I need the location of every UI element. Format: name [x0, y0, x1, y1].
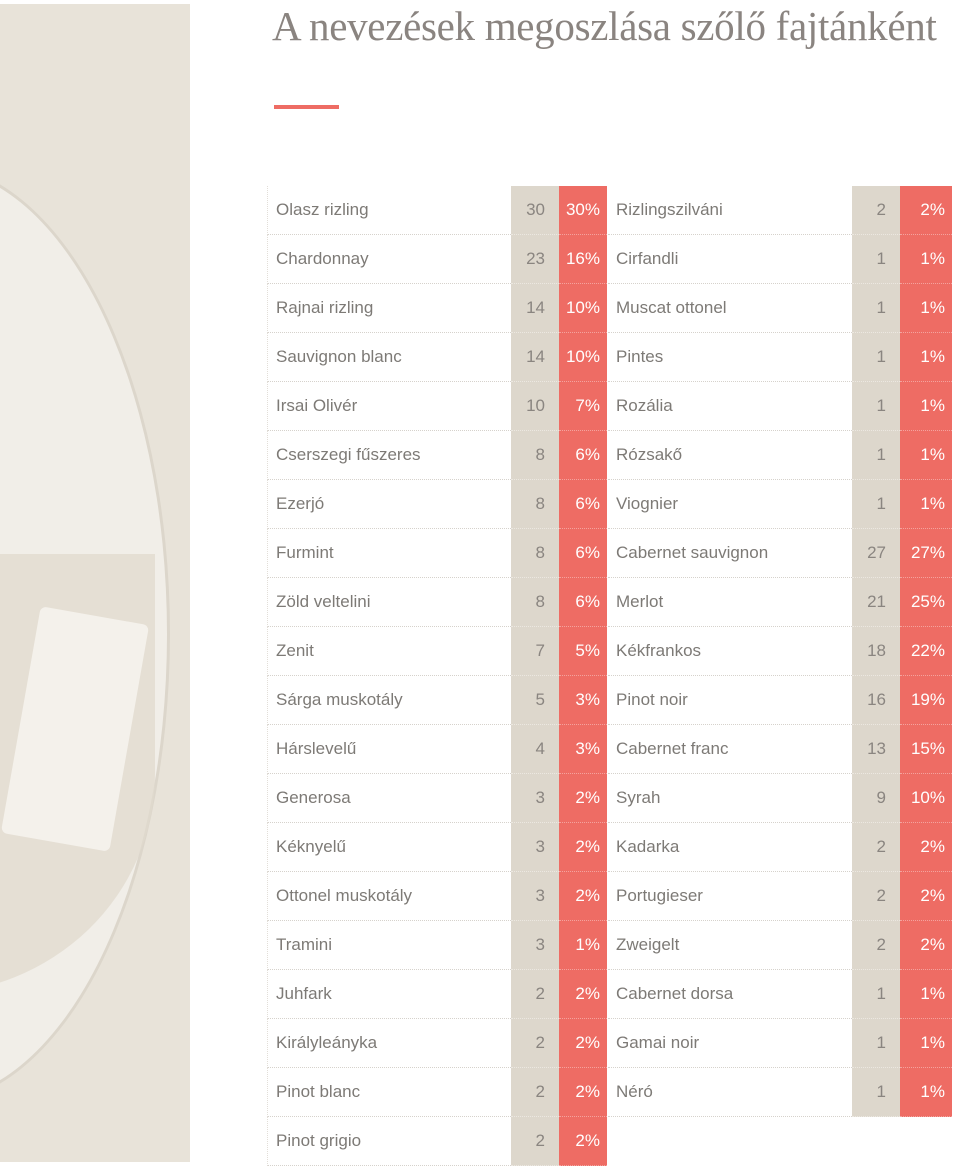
table-row [267, 284, 607, 333]
table-row [267, 480, 607, 529]
variety-name: Kéknyelű [267, 823, 511, 872]
entry-count: 16 [852, 676, 900, 725]
entry-percentage: 27% [900, 529, 952, 578]
entry-count: 1 [852, 1068, 900, 1117]
entry-count: 1 [852, 382, 900, 431]
table-row [267, 1068, 607, 1117]
table-row [267, 529, 607, 578]
entry-count: 21 [852, 578, 900, 627]
variety-name: Cirfandli [608, 235, 852, 284]
table-row [608, 872, 952, 921]
entry-count: 3 [511, 823, 559, 872]
entry-count: 1 [852, 284, 900, 333]
table-row [267, 970, 607, 1019]
entry-count: 1 [852, 333, 900, 382]
entry-count: 2 [852, 872, 900, 921]
variety-name: Pinot grigio [267, 1117, 511, 1166]
variety-name: Syrah [608, 774, 852, 823]
variety-name: Cabernet franc [608, 725, 852, 774]
entry-percentage: 10% [900, 774, 952, 823]
entry-count: 23 [511, 235, 559, 284]
entry-percentage: 2% [900, 921, 952, 970]
table-row [608, 382, 952, 431]
entry-count: 2 [852, 186, 900, 235]
variety-name: Zöld veltelini [267, 578, 511, 627]
table-row [267, 823, 607, 872]
variety-name: Olasz rizling [267, 186, 511, 235]
entry-percentage: 3% [559, 725, 607, 774]
entry-percentage: 2% [559, 1019, 607, 1068]
table-row [267, 333, 607, 382]
variety-name: Generosa [267, 774, 511, 823]
variety-name: Ezerjó [267, 480, 511, 529]
entry-percentage: 2% [559, 1068, 607, 1117]
variety-name: Hárslevelű [267, 725, 511, 774]
entry-percentage: 1% [900, 235, 952, 284]
entry-count: 1 [852, 970, 900, 1019]
table-row [608, 627, 952, 676]
entry-percentage: 30% [559, 186, 607, 235]
table-row [267, 872, 607, 921]
entry-percentage: 15% [900, 725, 952, 774]
table-row [267, 1117, 607, 1166]
variety-name: Gamai noir [608, 1019, 852, 1068]
entry-percentage: 10% [559, 284, 607, 333]
entry-percentage: 19% [900, 676, 952, 725]
table-row [608, 284, 952, 333]
table-row [608, 970, 952, 1019]
entry-count: 8 [511, 480, 559, 529]
variety-name: Pinot noir [608, 676, 852, 725]
table-row [608, 921, 952, 970]
table-row [608, 578, 952, 627]
entry-count: 18 [852, 627, 900, 676]
variety-name: Sauvignon blanc [267, 333, 511, 382]
variety-name: Cserszegi fűszeres [267, 431, 511, 480]
entry-percentage: 2% [559, 774, 607, 823]
table-row [608, 725, 952, 774]
entry-percentage: 2% [559, 823, 607, 872]
entry-percentage: 1% [900, 333, 952, 382]
entry-percentage: 5% [559, 627, 607, 676]
entry-percentage: 2% [900, 872, 952, 921]
variety-name: Néró [608, 1068, 852, 1117]
entry-count: 10 [511, 382, 559, 431]
table-row [267, 676, 607, 725]
entry-percentage: 2% [559, 1117, 607, 1166]
table-row [267, 627, 607, 676]
title-underline-accent [274, 105, 339, 109]
variety-name: Pintes [608, 333, 852, 382]
entry-count: 9 [852, 774, 900, 823]
variety-name: Pinot blanc [267, 1068, 511, 1117]
variety-name: Sárga muskotály [267, 676, 511, 725]
variety-name: Rozália [608, 382, 852, 431]
entry-count: 4 [511, 725, 559, 774]
variety-name: Rózsakő [608, 431, 852, 480]
entry-count: 3 [511, 921, 559, 970]
entry-percentage: 6% [559, 431, 607, 480]
entry-percentage: 6% [559, 480, 607, 529]
variety-name: Zenit [267, 627, 511, 676]
entry-percentage: 1% [900, 382, 952, 431]
table-row [267, 186, 607, 235]
entry-count: 27 [852, 529, 900, 578]
entry-count: 2 [852, 823, 900, 872]
entry-percentage: 1% [900, 970, 952, 1019]
entry-count: 30 [511, 186, 559, 235]
table-row [608, 529, 952, 578]
entry-percentage: 10% [559, 333, 607, 382]
variety-name: Rizlingszilváni [608, 186, 852, 235]
entry-percentage: 1% [900, 431, 952, 480]
entry-percentage: 2% [559, 872, 607, 921]
table-row [608, 186, 952, 235]
entry-count: 14 [511, 333, 559, 382]
variety-name: Tramini [267, 921, 511, 970]
variety-name: Merlot [608, 578, 852, 627]
entry-percentage: 6% [559, 578, 607, 627]
entry-percentage: 3% [559, 676, 607, 725]
variety-name: Rajnai rizling [267, 284, 511, 333]
table-row [267, 431, 607, 480]
table-row [608, 1068, 952, 1117]
entry-count: 2 [511, 1117, 559, 1166]
entry-count: 13 [852, 725, 900, 774]
entry-count: 1 [852, 431, 900, 480]
side-panel-wine-glass-image [0, 4, 190, 1162]
table-row [608, 676, 952, 725]
table-row [267, 774, 607, 823]
table-row [608, 823, 952, 872]
table-row [608, 431, 952, 480]
entry-count: 5 [511, 676, 559, 725]
variety-name: Chardonnay [267, 235, 511, 284]
table-row [267, 578, 607, 627]
variety-name: Furmint [267, 529, 511, 578]
entry-count: 3 [511, 774, 559, 823]
entry-percentage: 25% [900, 578, 952, 627]
entry-count: 8 [511, 578, 559, 627]
entry-count: 8 [511, 431, 559, 480]
table-row [608, 1019, 952, 1068]
entry-count: 1 [852, 480, 900, 529]
entry-count: 8 [511, 529, 559, 578]
entry-percentage: 1% [900, 480, 952, 529]
entry-count: 2 [852, 921, 900, 970]
entry-count: 7 [511, 627, 559, 676]
variety-name: Cabernet dorsa [608, 970, 852, 1019]
entry-percentage: 2% [900, 186, 952, 235]
variety-name: Zweigelt [608, 921, 852, 970]
variety-name: Ottonel muskotály [267, 872, 511, 921]
table-row [608, 480, 952, 529]
variety-name: Juhfark [267, 970, 511, 1019]
entry-percentage: 6% [559, 529, 607, 578]
table-row [267, 1019, 607, 1068]
entry-count: 14 [511, 284, 559, 333]
entry-count: 2 [511, 1019, 559, 1068]
entry-percentage: 1% [900, 1019, 952, 1068]
table-row [267, 235, 607, 284]
entry-percentage: 2% [900, 823, 952, 872]
page-title: A nevezések megoszlása szőlő fajtánként [272, 3, 937, 49]
variety-name: Kékfrankos [608, 627, 852, 676]
entry-count: 3 [511, 872, 559, 921]
grape-variety-table-right [608, 186, 952, 1117]
entry-percentage: 22% [900, 627, 952, 676]
entry-percentage: 16% [559, 235, 607, 284]
table-row [267, 725, 607, 774]
variety-name: Irsai Olivér [267, 382, 511, 431]
grape-variety-table-left [267, 186, 607, 1166]
entry-count: 2 [511, 1068, 559, 1117]
variety-name: Viognier [608, 480, 852, 529]
entry-percentage: 2% [559, 970, 607, 1019]
variety-name: Királyleányka [267, 1019, 511, 1068]
entry-count: 1 [852, 1019, 900, 1068]
entry-percentage: 7% [559, 382, 607, 431]
entry-count: 2 [511, 970, 559, 1019]
entry-percentage: 1% [900, 1068, 952, 1117]
table-row [267, 382, 607, 431]
variety-name: Cabernet sauvignon [608, 529, 852, 578]
entry-percentage: 1% [559, 921, 607, 970]
table-row [608, 333, 952, 382]
variety-name: Muscat ottonel [608, 284, 852, 333]
entry-percentage: 1% [900, 284, 952, 333]
variety-name: Kadarka [608, 823, 852, 872]
table-row [267, 921, 607, 970]
table-row [608, 774, 952, 823]
variety-name: Portugieser [608, 872, 852, 921]
table-row [608, 235, 952, 284]
entry-count: 1 [852, 235, 900, 284]
